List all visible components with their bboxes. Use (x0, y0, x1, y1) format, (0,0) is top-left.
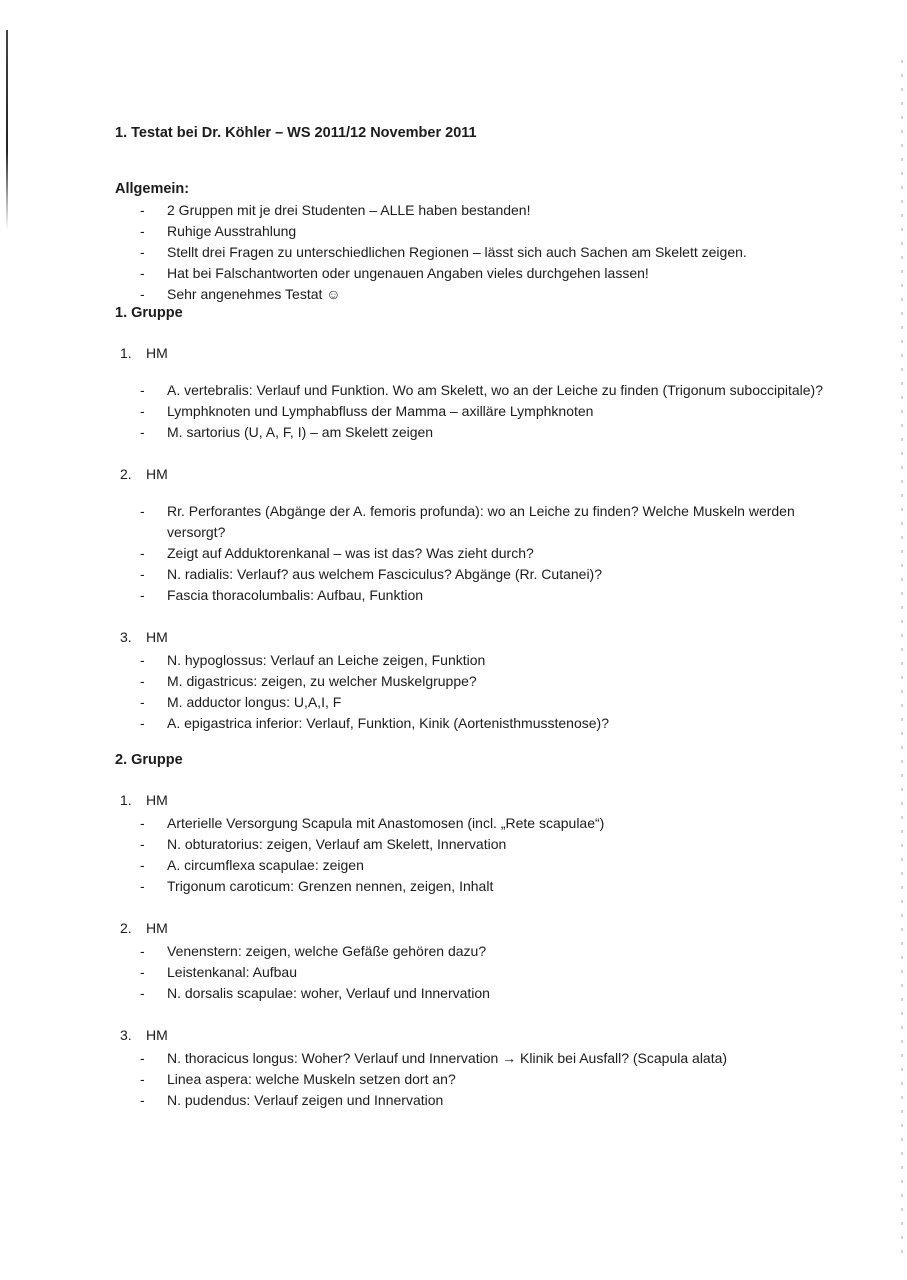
list-item-text: A. epigastrica inferior: Verlauf, Funktion, Kinik (Aortenisthmusstenose)? (167, 715, 609, 731)
dash-bullet: - (140, 964, 145, 980)
dash-bullet: - (140, 836, 145, 852)
list-item-text: Zeigt auf Adduktorenkanal – was ist das? Was zieht durch? (167, 545, 534, 561)
list-item-text: N. dorsalis scapulae: woher, Verlauf und Innervation (167, 985, 490, 1001)
hm-label: HM (146, 629, 168, 645)
dash-bullet: - (140, 244, 145, 260)
list-item (115, 962, 855, 983)
dash-bullet: - (140, 286, 145, 302)
hm-heading (115, 918, 855, 939)
list-item (115, 543, 855, 564)
dash-bullet: - (140, 403, 145, 419)
hm-number: 2. (120, 466, 132, 482)
dash-bullet: - (140, 202, 145, 218)
dash-bullet: - (140, 424, 145, 440)
group-2-hm-1 (115, 790, 855, 897)
document-title: 1. Testat bei Dr. Köhler – WS 2011/12 November 2011 (115, 125, 477, 141)
list-item (115, 1048, 855, 1069)
list-item (115, 876, 855, 897)
document-content (115, 125, 855, 1132)
list-item (115, 813, 855, 834)
list-item-text: N. thoracicus longus: Woher? Verlauf und Innervation → Klinik bei Ausfall? (Scapula alata) (167, 1050, 728, 1066)
dash-bullet: - (140, 566, 145, 582)
hm-number: 3. (120, 1027, 132, 1043)
list-item (115, 401, 855, 422)
list-item (115, 380, 855, 401)
list-item (115, 983, 855, 1004)
list-item-text: 2 Gruppen mit je drei Studenten – ALLE haben bestanden! (167, 202, 531, 218)
hm-heading (115, 627, 855, 648)
hm-question-list (115, 380, 855, 443)
list-item (115, 1069, 855, 1090)
list-item-text: Leistenkanal: Aufbau (167, 964, 297, 980)
group-2-hm-3 (115, 1025, 855, 1111)
dash-bullet: - (140, 652, 145, 668)
dash-bullet: - (140, 265, 145, 281)
hm-number: 1. (120, 345, 132, 361)
hm-number: 1. (120, 792, 132, 808)
list-item-text: Lymphknoten und Lymphabfluss der Mamma – axilläre Lymphknoten (167, 403, 594, 419)
list-item-text: Stellt drei Fragen zu unterschiedlichen Regionen – lässt sich auch Sachen am Skelett zeigen. (167, 244, 747, 260)
list-item (115, 200, 855, 221)
dash-bullet: - (140, 878, 145, 894)
list-item (115, 242, 855, 263)
hm-heading (115, 464, 855, 485)
hm-question-list (115, 501, 855, 606)
general-list (115, 200, 855, 305)
list-item-text: N. obturatorius: zeigen, Verlauf am Skelett, Innervation (167, 836, 507, 852)
group-2-heading: 2. Gruppe (115, 752, 183, 768)
list-item (115, 692, 855, 713)
dash-bullet: - (140, 587, 145, 603)
hm-label: HM (146, 1027, 168, 1043)
list-item (115, 941, 855, 962)
list-item (115, 650, 855, 671)
list-item (115, 834, 855, 855)
dash-bullet: - (140, 815, 145, 831)
list-item-text: A. vertebralis: Verlauf und Funktion. Wo am Skelett, wo an der Leiche zu finden (Trigonum suboccipitale)? (167, 382, 824, 398)
hm-label: HM (146, 466, 168, 482)
hm-question-list (115, 813, 855, 897)
group-1-hm-3 (115, 627, 855, 734)
list-item (115, 855, 855, 876)
dash-bullet: - (140, 503, 145, 519)
list-item-text: A. circumflexa scapulae: zeigen (167, 857, 364, 873)
list-item (115, 284, 855, 305)
list-item-text: N. hypoglossus: Verlauf an Leiche zeigen, Funktion (167, 652, 486, 668)
hm-label: HM (146, 792, 168, 808)
list-item-text: M. adductor longus: U,A,I, F (167, 694, 342, 710)
list-item-text: M. sartorius (U, A, F, I) – am Skelett zeigen (167, 424, 434, 440)
group-2-hm-2 (115, 918, 855, 1004)
list-item (115, 501, 855, 543)
list-item (115, 263, 855, 284)
hm-question-list (115, 941, 855, 1004)
list-item-text: Venenstern: zeigen, welche Gefäße gehören dazu? (167, 943, 487, 959)
list-item (115, 221, 855, 242)
dash-bullet: - (140, 1092, 145, 1108)
dash-bullet: - (140, 382, 145, 398)
general-heading: Allgemein: (115, 181, 190, 197)
dash-bullet: - (140, 715, 145, 731)
list-item-text: Arterielle Versorgung Scapula mit Anastomosen (incl. „Rete scapulae“) (167, 815, 605, 831)
dash-bullet: - (140, 223, 145, 239)
list-item-text: Sehr angenehmes Testat ☺ (167, 286, 341, 302)
scan-edge-right (901, 60, 903, 1260)
hm-number: 2. (120, 920, 132, 936)
list-item-text: N. pudendus: Verlauf zeigen und Innervation (167, 1092, 444, 1108)
hm-heading (115, 790, 855, 811)
list-item (115, 1090, 855, 1111)
list-item (115, 564, 855, 585)
group-1-heading: 1. Gruppe (115, 305, 183, 321)
hm-question-list (115, 650, 855, 734)
list-item-text: Ruhige Ausstrahlung (167, 223, 297, 239)
list-item-text: M. digastricus: zeigen, zu welcher Muskelgruppe? (167, 673, 477, 689)
dash-bullet: - (140, 857, 145, 873)
list-item-text: Fascia thoracolumbalis: Aufbau, Funktion (167, 587, 424, 603)
list-item (115, 713, 855, 734)
group-1-hm-2 (115, 464, 855, 606)
dash-bullet: - (140, 694, 145, 710)
hm-heading (115, 1025, 855, 1046)
hm-number: 3. (120, 629, 132, 645)
list-item-text: Trigonum caroticum: Grenzen nennen, zeigen, Inhalt (167, 878, 494, 894)
dash-bullet: - (140, 1050, 145, 1066)
dash-bullet: - (140, 943, 145, 959)
hm-label: HM (146, 345, 168, 361)
group-1-hm-1 (115, 343, 855, 443)
list-item-text: Rr. Perforantes (Abgänge der A. femoris profunda): wo an Leiche zu finden? Welche Muskeln werden versorgt? (167, 503, 795, 540)
dash-bullet: - (140, 985, 145, 1001)
list-item (115, 585, 855, 606)
scan-edge-left (6, 30, 8, 230)
list-item (115, 671, 855, 692)
hm-label: HM (146, 920, 168, 936)
dash-bullet: - (140, 1071, 145, 1087)
list-item-text: Hat bei Falschantworten oder ungenauen Angaben vieles durchgehen lassen! (167, 265, 649, 281)
dash-bullet: - (140, 545, 145, 561)
list-item (115, 422, 855, 443)
hm-heading (115, 343, 855, 364)
hm-question-list (115, 1048, 855, 1111)
list-item-text: Linea aspera: welche Muskeln setzen dort an? (167, 1071, 456, 1087)
dash-bullet: - (140, 673, 145, 689)
list-item-text: N. radialis: Verlauf? aus welchem Fasciculus? Abgänge (Rr. Cutanei)? (167, 566, 602, 582)
